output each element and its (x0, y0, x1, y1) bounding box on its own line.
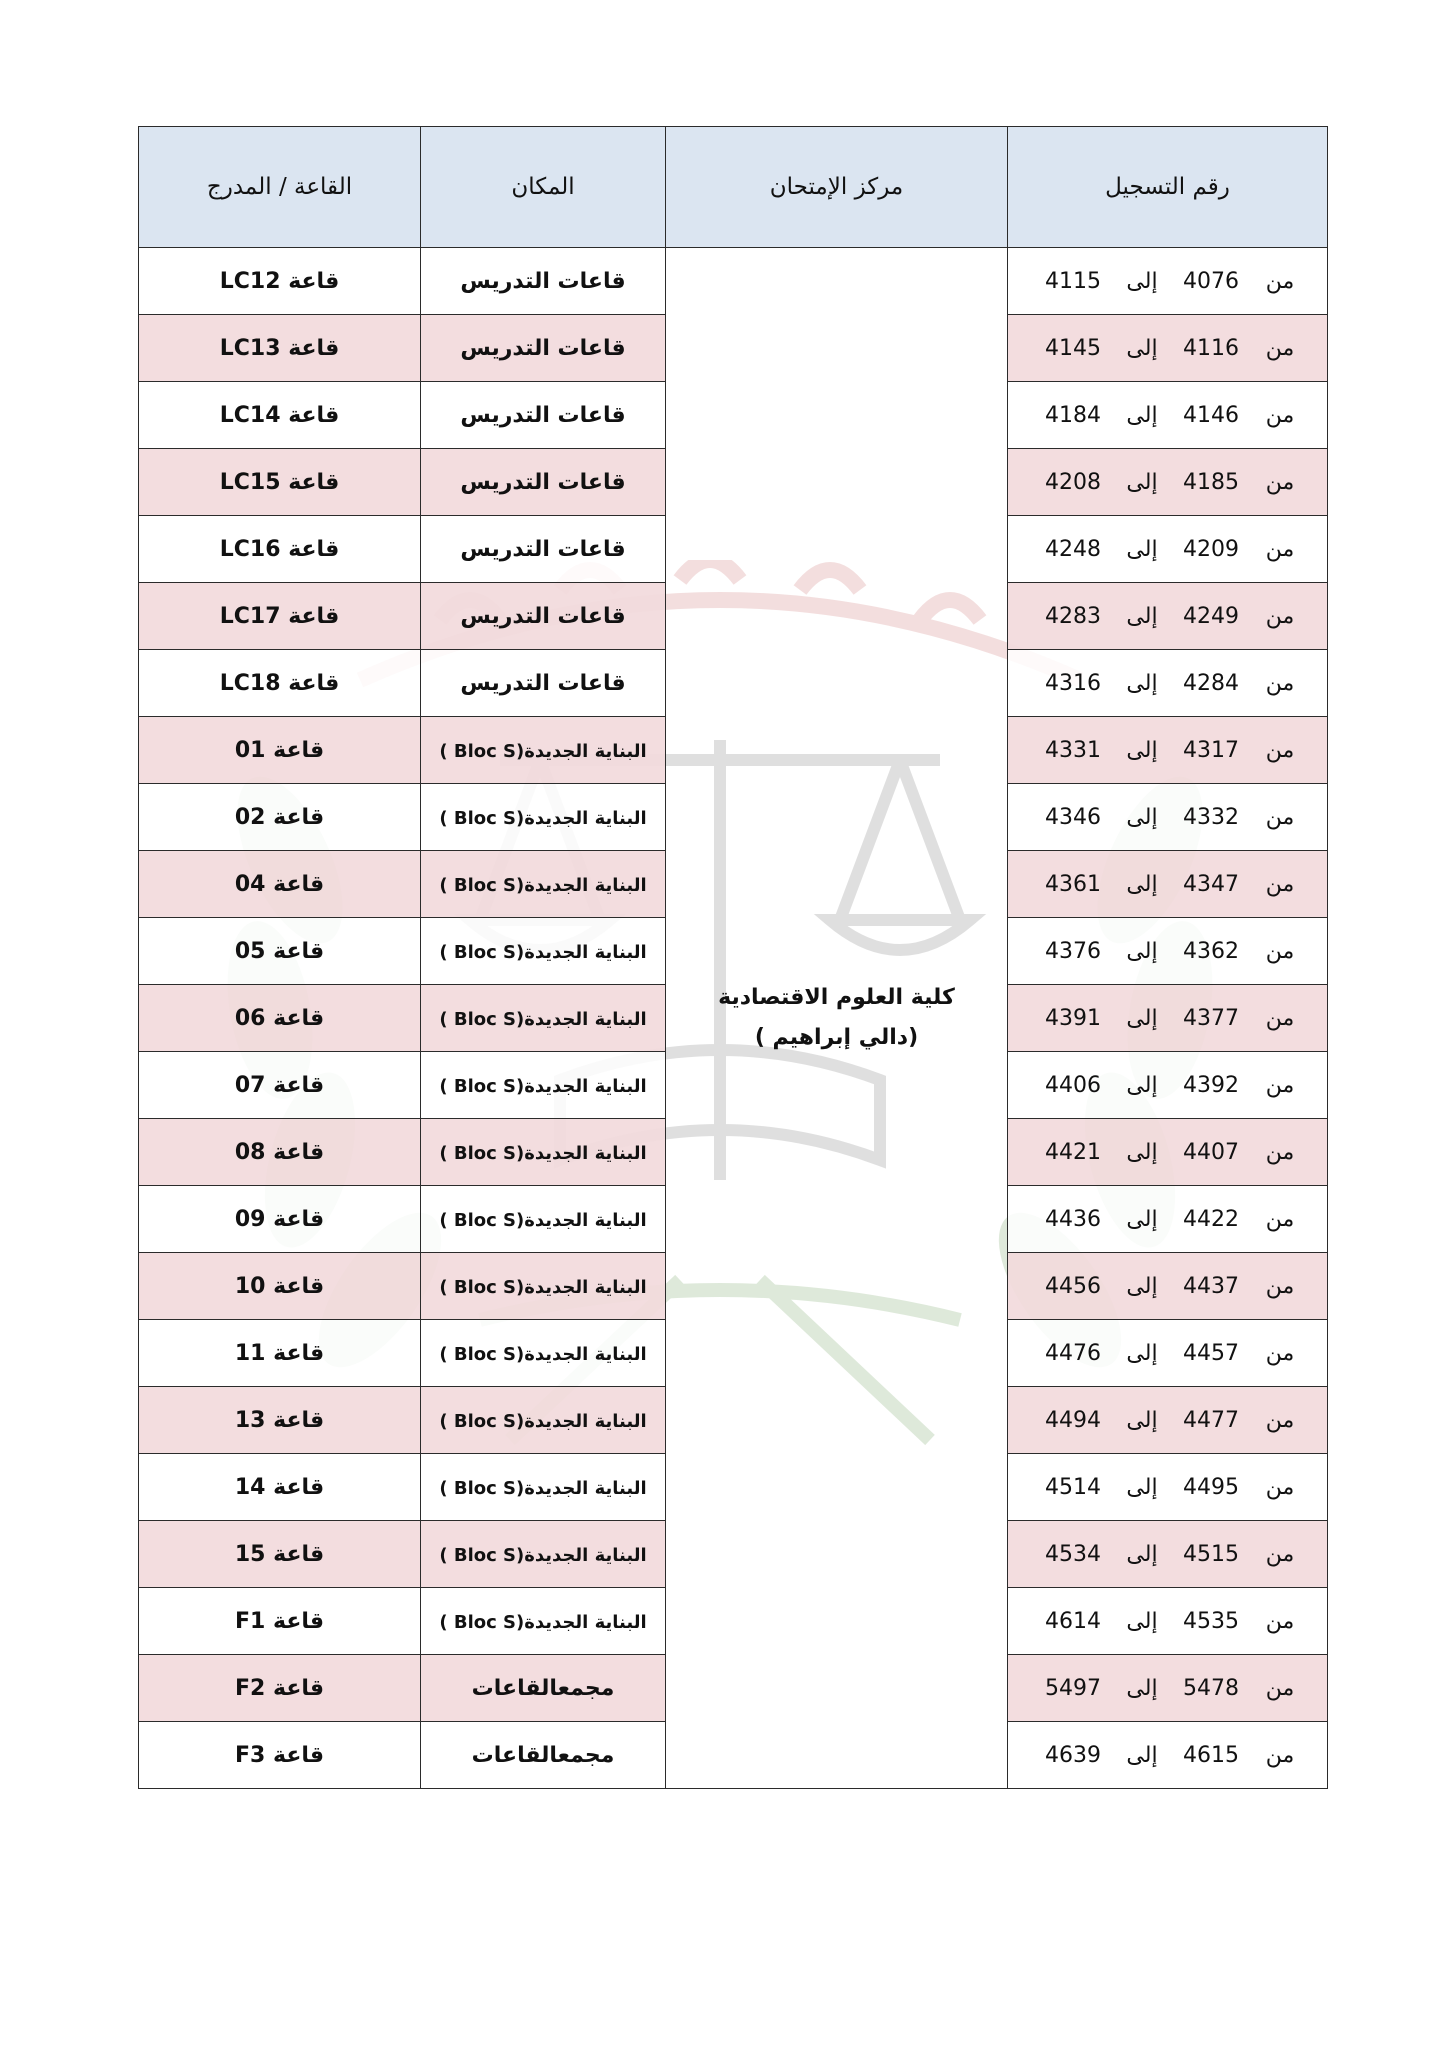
place-cell (421, 516, 666, 583)
to-number: 4421 (1045, 1139, 1101, 1165)
registration-range (1008, 1073, 1327, 1098)
hall-cell (139, 583, 421, 650)
registration-range (1008, 1542, 1327, 1567)
to-number: 4184 (1045, 402, 1101, 428)
to-label: إلى (1126, 1742, 1158, 1768)
to-label: إلى (1126, 1206, 1158, 1232)
from-label: من (1265, 335, 1295, 361)
to-number: 4456 (1045, 1273, 1101, 1299)
from-number: 4317 (1183, 737, 1239, 763)
registration-range-cell (1008, 315, 1328, 382)
hall-cell (139, 717, 421, 784)
registration-range (1008, 1274, 1327, 1299)
from-label: من (1265, 1273, 1295, 1299)
hall-cell (139, 650, 421, 717)
hall-cell (139, 1588, 421, 1655)
from-number: 4362 (1183, 938, 1239, 964)
from-number: 4249 (1183, 603, 1239, 629)
to-number: 4406 (1045, 1072, 1101, 1098)
registration-range-cell (1008, 1454, 1328, 1521)
hall-cell (139, 1052, 421, 1119)
hall-name: قاعة LC18 (219, 670, 340, 696)
from-number: 4407 (1183, 1139, 1239, 1165)
to-label: إلى (1126, 804, 1158, 830)
place-name: مجمعالقاعات (471, 1742, 615, 1768)
hall-name: قاعة 11 (234, 1340, 325, 1366)
hall-name: قاعة 01 (234, 737, 325, 763)
place-name: البناية الجديدة(Bloc S ) (439, 740, 647, 762)
registration-range-cell (1008, 1588, 1328, 1655)
registration-range (1008, 604, 1327, 629)
hall-cell (139, 315, 421, 382)
place-name: قاعات التدريس (460, 536, 626, 562)
from-label: من (1265, 1407, 1295, 1433)
registration-range (1008, 1676, 1327, 1701)
exam-schedule-table (138, 126, 1328, 1789)
hall-name: قاعة 06 (234, 1005, 325, 1031)
hall-cell (139, 449, 421, 516)
registration-range-cell (1008, 1253, 1328, 1320)
registration-range (1008, 537, 1327, 562)
to-number: 4476 (1045, 1340, 1101, 1366)
registration-range-cell (1008, 650, 1328, 717)
hall-name: قاعة 14 (234, 1474, 325, 1500)
hall-name: قاعة F1 (234, 1608, 325, 1634)
registration-range-cell (1008, 985, 1328, 1052)
place-cell (421, 985, 666, 1052)
place-cell (421, 315, 666, 382)
to-label: إلى (1126, 402, 1158, 428)
registration-range-cell (1008, 851, 1328, 918)
place-cell (421, 1320, 666, 1387)
registration-range (1008, 1341, 1327, 1366)
to-label: إلى (1126, 1675, 1158, 1701)
hall-name: قاعة 07 (234, 1072, 325, 1098)
registration-range (1008, 269, 1327, 294)
place-cell (421, 1521, 666, 1588)
to-number: 5497 (1045, 1675, 1101, 1701)
registration-range (1008, 1743, 1327, 1768)
place-cell (421, 1655, 666, 1722)
to-label: إلى (1126, 1273, 1158, 1299)
place-name: قاعات التدريس (460, 268, 626, 294)
from-number: 4076 (1183, 268, 1239, 294)
registration-range (1008, 1475, 1327, 1500)
from-number: 4209 (1183, 536, 1239, 562)
registration-range (1008, 403, 1327, 428)
hall-cell (139, 851, 421, 918)
place-cell (421, 1454, 666, 1521)
from-number: 4535 (1183, 1608, 1239, 1634)
hall-cell (139, 1253, 421, 1320)
from-number: 4495 (1183, 1474, 1239, 1500)
to-number: 4391 (1045, 1005, 1101, 1031)
to-label: إلى (1126, 737, 1158, 763)
from-number: 4377 (1183, 1005, 1239, 1031)
exam-center-name: كلية العلوم الاقتصادية (718, 985, 955, 1010)
exam-center-cell (666, 248, 1008, 1789)
from-number: 4347 (1183, 871, 1239, 897)
place-name: مجمعالقاعات (471, 1675, 615, 1701)
from-label: من (1265, 1541, 1295, 1567)
hall-cell (139, 1119, 421, 1186)
from-number: 4422 (1183, 1206, 1239, 1232)
from-number: 4615 (1183, 1742, 1239, 1768)
from-number: 5478 (1183, 1675, 1239, 1701)
from-label: من (1265, 938, 1295, 964)
registration-range-cell (1008, 1320, 1328, 1387)
registration-range-cell (1008, 516, 1328, 583)
hall-name: قاعة LC14 (219, 402, 340, 428)
place-name: البناية الجديدة(Bloc S ) (439, 941, 647, 963)
header-hall: القاعة / المدرج (139, 127, 421, 248)
place-cell (421, 851, 666, 918)
from-number: 4392 (1183, 1072, 1239, 1098)
from-label: من (1265, 1005, 1295, 1031)
place-name: البناية الجديدة(Bloc S ) (439, 874, 647, 896)
from-label: من (1265, 670, 1295, 696)
registration-range (1008, 1207, 1327, 1232)
from-label: من (1265, 1139, 1295, 1165)
hall-name: قاعة LC16 (219, 536, 340, 562)
hall-name: قاعة 09 (234, 1206, 325, 1232)
from-label: من (1265, 1072, 1295, 1098)
hall-cell (139, 1320, 421, 1387)
to-number: 4436 (1045, 1206, 1101, 1232)
hall-cell (139, 382, 421, 449)
place-name: قاعات التدريس (460, 469, 626, 495)
registration-range-cell (1008, 717, 1328, 784)
from-label: من (1265, 1206, 1295, 1232)
place-name: البناية الجديدة(Bloc S ) (439, 1276, 647, 1298)
from-label: من (1265, 536, 1295, 562)
from-number: 4116 (1183, 335, 1239, 361)
hall-name: قاعة 13 (234, 1407, 325, 1433)
registration-range (1008, 671, 1327, 696)
hall-name: قاعة 05 (234, 938, 325, 964)
to-number: 4115 (1045, 268, 1101, 294)
place-name: قاعات التدريس (460, 335, 626, 361)
hall-name: قاعة LC17 (219, 603, 340, 629)
to-number: 4361 (1045, 871, 1101, 897)
to-number: 4331 (1045, 737, 1101, 763)
hall-name: قاعة 15 (234, 1541, 325, 1567)
from-number: 4284 (1183, 670, 1239, 696)
place-name: البناية الجديدة(Bloc S ) (439, 807, 647, 829)
to-label: إلى (1126, 1005, 1158, 1031)
place-name: البناية الجديدة(Bloc S ) (439, 1477, 647, 1499)
from-label: من (1265, 268, 1295, 294)
hall-cell (139, 784, 421, 851)
hall-cell (139, 985, 421, 1052)
from-number: 4185 (1183, 469, 1239, 495)
from-number: 4457 (1183, 1340, 1239, 1366)
to-number: 4614 (1045, 1608, 1101, 1634)
exam-center-location: (دالي إبراهيم ) (754, 1025, 919, 1050)
place-cell (421, 1722, 666, 1789)
from-label: من (1265, 469, 1295, 495)
registration-range (1008, 1408, 1327, 1433)
table-header-row (139, 127, 1328, 248)
hall-name: قاعة 04 (234, 871, 325, 897)
from-label: من (1265, 402, 1295, 428)
hall-cell (139, 1655, 421, 1722)
from-number: 4332 (1183, 804, 1239, 830)
to-number: 4494 (1045, 1407, 1101, 1433)
place-cell (421, 717, 666, 784)
to-label: إلى (1126, 1139, 1158, 1165)
place-cell (421, 583, 666, 650)
registration-range-cell (1008, 1186, 1328, 1253)
to-label: إلى (1126, 938, 1158, 964)
hall-cell (139, 1186, 421, 1253)
to-number: 4514 (1045, 1474, 1101, 1500)
to-number: 4248 (1045, 536, 1101, 562)
from-label: من (1265, 1742, 1295, 1768)
from-label: من (1265, 737, 1295, 763)
place-name: البناية الجديدة(Bloc S ) (439, 1075, 647, 1097)
registration-range (1008, 738, 1327, 763)
place-name: البناية الجديدة(Bloc S ) (439, 1008, 647, 1030)
hall-name: قاعة 10 (234, 1273, 325, 1299)
to-label: إلى (1126, 871, 1158, 897)
to-label: إلى (1126, 1072, 1158, 1098)
from-number: 4515 (1183, 1541, 1239, 1567)
place-cell (421, 650, 666, 717)
to-label: إلى (1126, 536, 1158, 562)
registration-range-cell (1008, 1655, 1328, 1722)
from-label: من (1265, 804, 1295, 830)
registration-range (1008, 1609, 1327, 1634)
place-name: قاعات التدريس (460, 670, 626, 696)
registration-range (1008, 939, 1327, 964)
to-number: 4283 (1045, 603, 1101, 629)
registration-range-cell (1008, 918, 1328, 985)
header-registration: رقم التسجيل (1008, 127, 1328, 248)
registration-range-cell (1008, 1521, 1328, 1588)
place-cell (421, 1119, 666, 1186)
to-label: إلى (1126, 1608, 1158, 1634)
registration-range-cell (1008, 1722, 1328, 1789)
registration-range (1008, 872, 1327, 897)
to-number: 4376 (1045, 938, 1101, 964)
hall-cell (139, 516, 421, 583)
place-cell (421, 449, 666, 516)
registration-range-cell (1008, 784, 1328, 851)
registration-range (1008, 470, 1327, 495)
from-number: 4146 (1183, 402, 1239, 428)
place-cell (421, 1052, 666, 1119)
to-label: إلى (1126, 469, 1158, 495)
to-label: إلى (1126, 670, 1158, 696)
to-number: 4639 (1045, 1742, 1101, 1768)
to-label: إلى (1126, 1541, 1158, 1567)
from-number: 4477 (1183, 1407, 1239, 1433)
table-body (139, 248, 1328, 1789)
place-cell (421, 918, 666, 985)
from-label: من (1265, 871, 1295, 897)
table-row (139, 248, 1328, 315)
to-number: 4145 (1045, 335, 1101, 361)
registration-range-cell (1008, 1119, 1328, 1186)
header-place: المكان (421, 127, 666, 248)
from-label: من (1265, 1675, 1295, 1701)
place-name: البناية الجديدة(Bloc S ) (439, 1209, 647, 1231)
to-label: إلى (1126, 268, 1158, 294)
from-label: من (1265, 603, 1295, 629)
header-center: مركز الإمتحان (666, 127, 1008, 248)
registration-range (1008, 1140, 1327, 1165)
place-cell (421, 1253, 666, 1320)
place-cell (421, 1588, 666, 1655)
to-label: إلى (1126, 1340, 1158, 1366)
registration-range-cell (1008, 1387, 1328, 1454)
hall-name: قاعة 02 (234, 804, 325, 830)
hall-name: قاعة LC15 (219, 469, 340, 495)
to-number: 4346 (1045, 804, 1101, 830)
place-cell (421, 248, 666, 315)
hall-name: قاعة 08 (234, 1139, 325, 1165)
place-cell (421, 1186, 666, 1253)
hall-name: قاعة F3 (234, 1742, 325, 1768)
hall-cell (139, 918, 421, 985)
hall-cell (139, 1454, 421, 1521)
registration-range (1008, 805, 1327, 830)
from-label: من (1265, 1608, 1295, 1634)
place-name: البناية الجديدة(Bloc S ) (439, 1611, 647, 1633)
to-label: إلى (1126, 1474, 1158, 1500)
hall-cell (139, 248, 421, 315)
to-number: 4208 (1045, 469, 1101, 495)
place-cell (421, 382, 666, 449)
place-cell (421, 784, 666, 851)
to-number: 4534 (1045, 1541, 1101, 1567)
place-name: قاعات التدريس (460, 402, 626, 428)
registration-range (1008, 1006, 1327, 1031)
hall-cell (139, 1387, 421, 1454)
hall-cell (139, 1722, 421, 1789)
registration-range-cell (1008, 449, 1328, 516)
registration-range (1008, 336, 1327, 361)
from-label: من (1265, 1474, 1295, 1500)
from-number: 4437 (1183, 1273, 1239, 1299)
registration-range-cell (1008, 382, 1328, 449)
hall-name: قاعة LC13 (219, 335, 340, 361)
to-label: إلى (1126, 1407, 1158, 1433)
registration-range-cell (1008, 1052, 1328, 1119)
registration-range-cell (1008, 248, 1328, 315)
hall-cell (139, 1521, 421, 1588)
place-name: البناية الجديدة(Bloc S ) (439, 1142, 647, 1164)
to-label: إلى (1126, 603, 1158, 629)
place-name: البناية الجديدة(Bloc S ) (439, 1410, 647, 1432)
place-name: قاعات التدريس (460, 603, 626, 629)
hall-name: قاعة F2 (234, 1675, 325, 1701)
registration-range-cell (1008, 583, 1328, 650)
to-label: إلى (1126, 335, 1158, 361)
hall-name: قاعة LC12 (219, 268, 340, 294)
from-label: من (1265, 1340, 1295, 1366)
place-name: البناية الجديدة(Bloc S ) (439, 1544, 647, 1566)
to-number: 4316 (1045, 670, 1101, 696)
place-cell (421, 1387, 666, 1454)
place-name: البناية الجديدة(Bloc S ) (439, 1343, 647, 1365)
